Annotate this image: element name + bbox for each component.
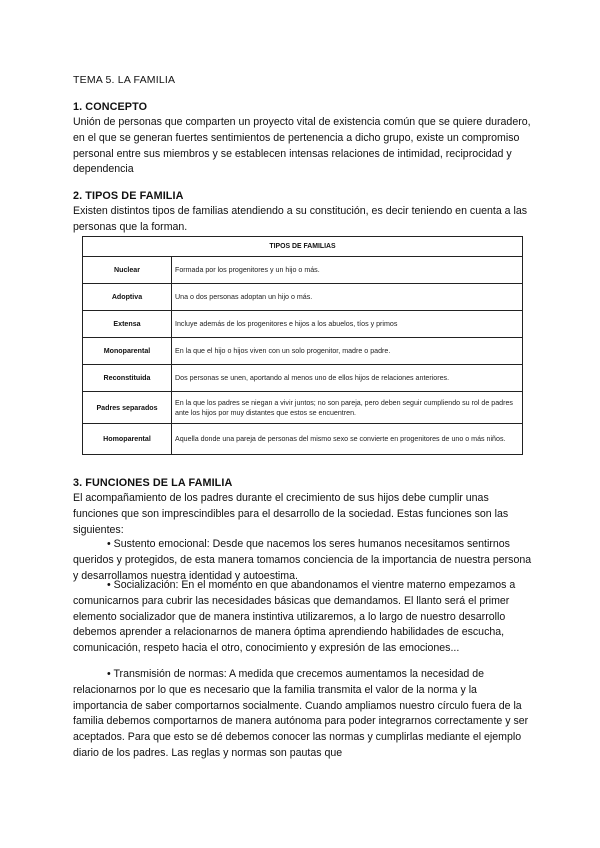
table-header: TIPOS DE FAMILIAS bbox=[83, 237, 523, 257]
section-paragraph-funciones: El acompañamiento de los padres durante el crecimiento de sus hijos debe cumplir unas funciones que son imprescindibles para el desarrollo de la sociedad. Estas funciones son las siguientes: bbox=[73, 492, 509, 536]
table-cell-type: Extensa bbox=[83, 311, 172, 338]
section-heading-funciones: 3. FUNCIONES DE LA FAMILIA bbox=[73, 477, 233, 489]
section-paragraph-concepto: Unión de personas que comparten un proyecto vital de existencia común que se quiere duradero, en el que se generan fuertes sentimientos de pertenencia a dicho grupo, existe un compromiso personal entre sus miembros y se establecen intensas relaciones de intimidad, reciprocidad y dependencia bbox=[73, 116, 531, 176]
table-row bbox=[83, 257, 523, 284]
table-row bbox=[83, 392, 523, 424]
table-cell-desc: Incluye además de los progenitores e hijos a los abuelos, tíos y primos bbox=[172, 311, 523, 338]
table-row bbox=[83, 311, 523, 338]
table-cell-type: Homoparental bbox=[83, 424, 172, 455]
table-cell-desc: Aquella donde una pareja de personas del mismo sexo se convierte en progenitores de uno o más niños. bbox=[172, 424, 523, 455]
section-heading-tipos: 2. TIPOS DE FAMILIA bbox=[73, 190, 184, 202]
table-row bbox=[83, 284, 523, 311]
function-text: • Socialización: En el momento en que abandonamos el vientre materno empezamos a comunicarnos para cubrir las necesidades básicas que demandamos. El llanto será el primer elemento socializador que de manera instintiva utilizaremos, a lo largo de nuestro desarrollo debemos aprender a relacionarnos de manera óptima aprendiendo habilidades de escucha, comunicación, respeto hacia el otro, conocimiento y expresión de las emociones... bbox=[73, 579, 516, 655]
section-paragraph-tipos: Existen distintos tipos de familias atendiendo a su constitución, es decir teniendo en cuenta a las personas que la forman. bbox=[73, 205, 528, 233]
table-cell-desc: En la que el hijo o hijos viven con un solo progenitor, madre o padre. bbox=[172, 338, 523, 365]
family-types-table bbox=[82, 236, 523, 455]
document-title: TEMA 5. LA FAMILIA bbox=[73, 74, 176, 86]
table-cell-type: Monoparental bbox=[83, 338, 172, 365]
table-cell-type: Adoptiva bbox=[83, 284, 172, 311]
function-item-socializacion bbox=[73, 578, 533, 657]
table-cell-desc: Una o dos personas adoptan un hijo o más. bbox=[172, 284, 523, 311]
table-cell-desc: Dos personas se unen, aportando al menos uno de ellos hijos de relaciones anteriores. bbox=[172, 365, 523, 392]
function-item-normas bbox=[73, 667, 533, 762]
table-cell-desc: Formada por los progenitores y un hijo o más. bbox=[172, 257, 523, 284]
table-cell-type: Nuclear bbox=[83, 257, 172, 284]
table-cell-type: Padres separados bbox=[83, 392, 172, 424]
table-cell-type: Reconstituida bbox=[83, 365, 172, 392]
table-row bbox=[83, 424, 523, 455]
section-heading-concepto: 1. CONCEPTO bbox=[73, 101, 148, 113]
table-cell-desc: En la que los padres se niegan a vivir juntos; no son pareja, pero deben seguir cumpliendo su rol de padres ante los hijos por muy distantes que estos se encuentren. bbox=[172, 392, 523, 424]
function-text: • Sustento emocional: Desde que nacemos los seres humanos necesitamos sentirnos queridos y protegidos, de esta manera tomamos conciencia de la importancia de nuestra persona y desarrollamos nuestra identidad y autoestima. bbox=[73, 538, 532, 582]
function-text: • Transmisión de normas: A medida que crecemos aumentamos la necesidad de relacionarnos por lo que es necesario que la familia transmita el valor de la norma y la importancia de saber comportarnos socialmente. Cuando ampliamos nuestro círculo fuera de la familia debemos comportarnos de manera autónoma para poder integrarnos correctamente y ser aceptados. Para que esto se dé debemos conocer las normas y cumplirlas mediante el ejemplo diario de los padres. Las reglas y normas son pautas que bbox=[73, 668, 529, 759]
table-row bbox=[83, 365, 523, 392]
table-row bbox=[83, 338, 523, 365]
